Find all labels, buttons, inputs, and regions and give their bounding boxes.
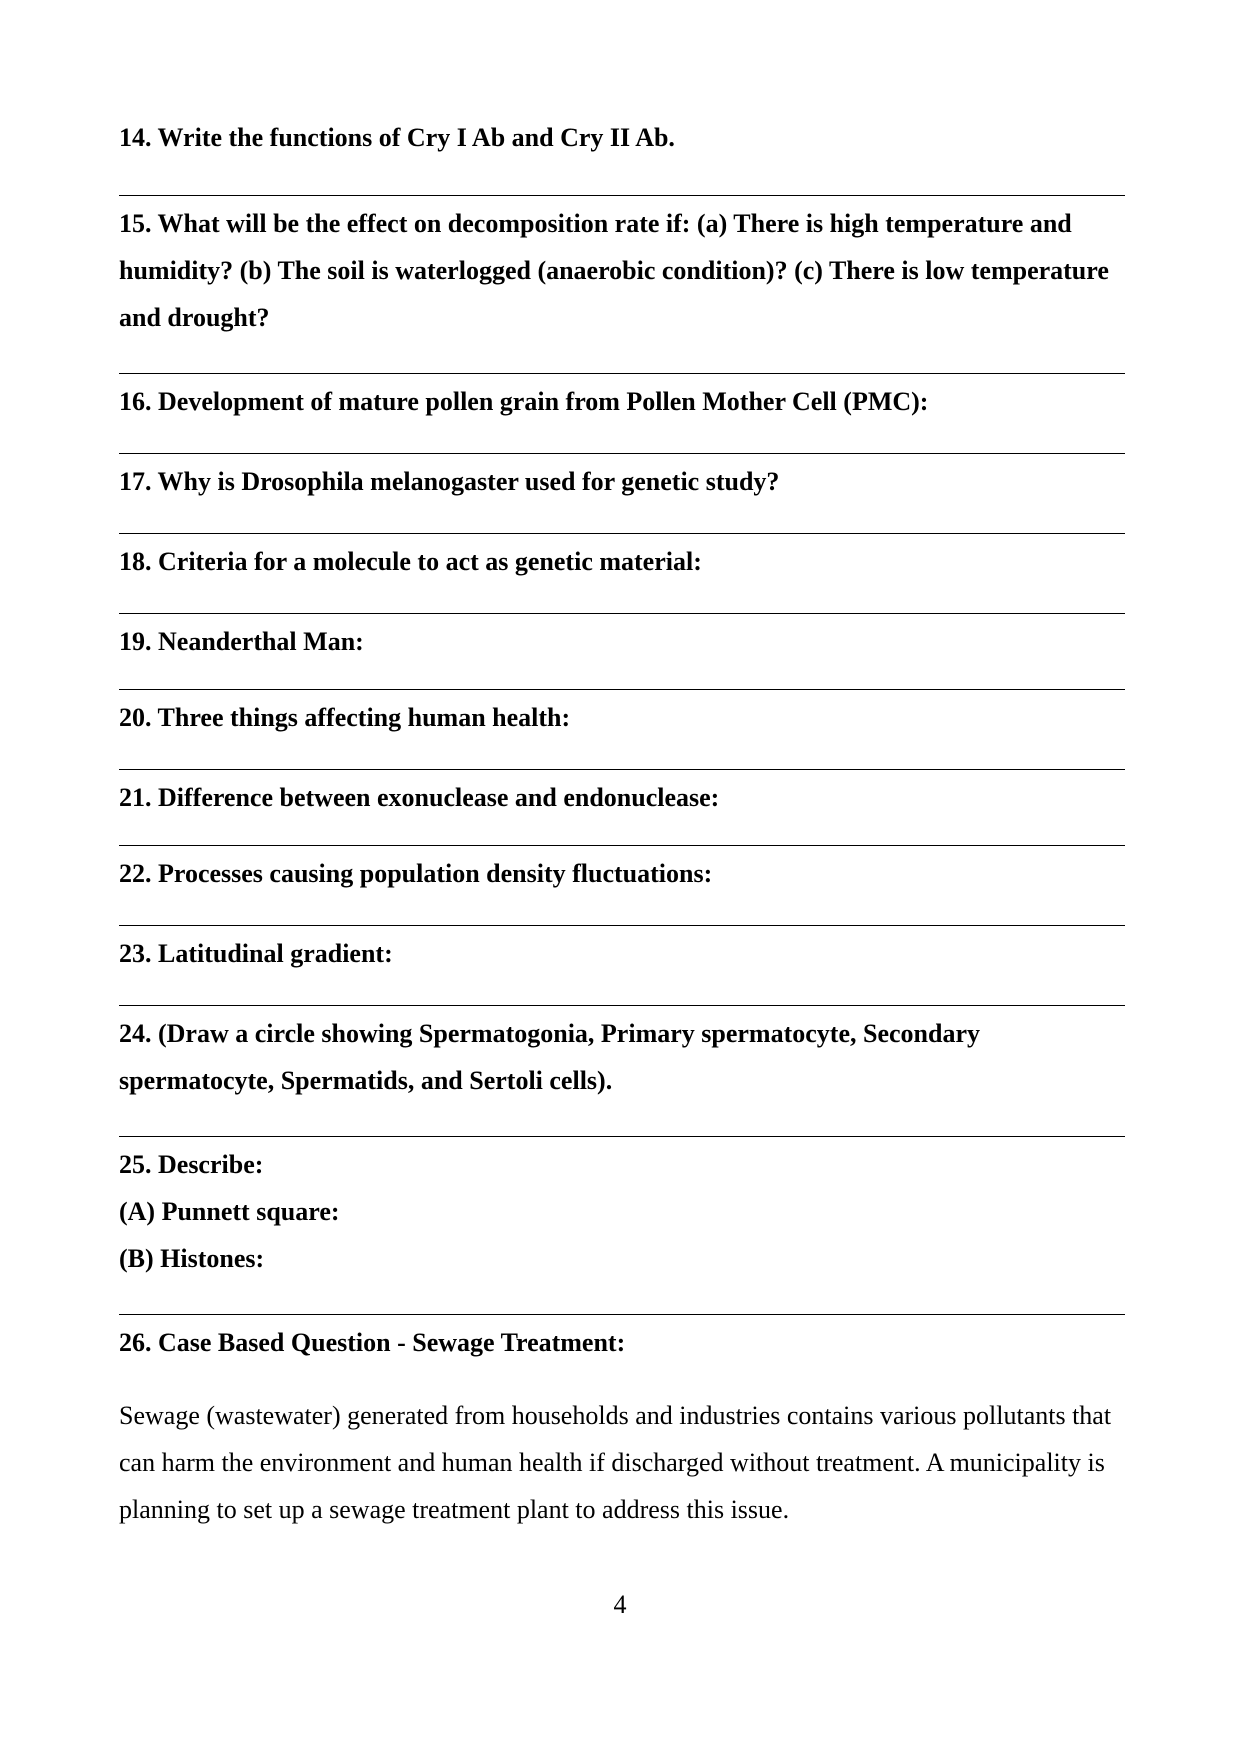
- question-16: 16. Development of mature pollen grain from Pollen Mother Cell (PMC):: [119, 387, 929, 416]
- divider: [119, 195, 1125, 196]
- case-passage: Sewage (wastewater) generated from households and industries contains various pollutants that can harm the environment and human health if discharged without treatment. A municipality is planning to set up a sewage treatment plant to address this issue.: [119, 1401, 1112, 1524]
- question-25: 25. Describe:: [119, 1150, 264, 1179]
- question-20: 20. Three things affecting human health:: [119, 703, 571, 732]
- divider: [119, 373, 1125, 374]
- divider: [119, 1136, 1125, 1137]
- question-23: 23. Latitudinal gradient:: [119, 939, 393, 968]
- divider: [119, 769, 1125, 770]
- question-25-part-b: (B) Histones:: [119, 1244, 265, 1273]
- page-number: 4: [613, 1590, 627, 1619]
- question-25-part-a: (A) Punnett square:: [119, 1197, 340, 1226]
- divider: [119, 453, 1125, 454]
- worksheet-page: [119, 114, 1125, 1533]
- divider: [119, 613, 1125, 614]
- divider: [119, 925, 1125, 926]
- question-15: 15. What will be the effect on decomposition rate if: (a) There is high temperature and humidity? (b) The soil is waterlogged (anaerobic condition)? (c) There is low temperature and drought?: [119, 209, 1109, 332]
- question-17: 17. Why is Drosophila melanogaster used for genetic study?: [119, 467, 780, 496]
- question-19: 19. Neanderthal Man:: [119, 627, 364, 656]
- divider: [119, 845, 1125, 846]
- question-24: 24. (Draw a circle showing Spermatogonia, Primary spermatocyte, Secondary spermatocyte, Spermatids, and Sertoli cells).: [119, 1019, 980, 1095]
- divider: [119, 1005, 1125, 1006]
- question-14: 14. Write the functions of Cry I Ab and Cry II Ab.: [119, 123, 675, 152]
- question-18: 18. Criteria for a molecule to act as genetic material:: [119, 547, 702, 576]
- divider: [119, 533, 1125, 534]
- divider: [119, 689, 1125, 690]
- question-21: 21. Difference between exonuclease and endonuclease:: [119, 783, 720, 812]
- question-22: 22. Processes causing population density fluctuations:: [119, 859, 713, 888]
- divider: [119, 1314, 1125, 1315]
- question-26: 26. Case Based Question - Sewage Treatment:: [119, 1328, 626, 1357]
